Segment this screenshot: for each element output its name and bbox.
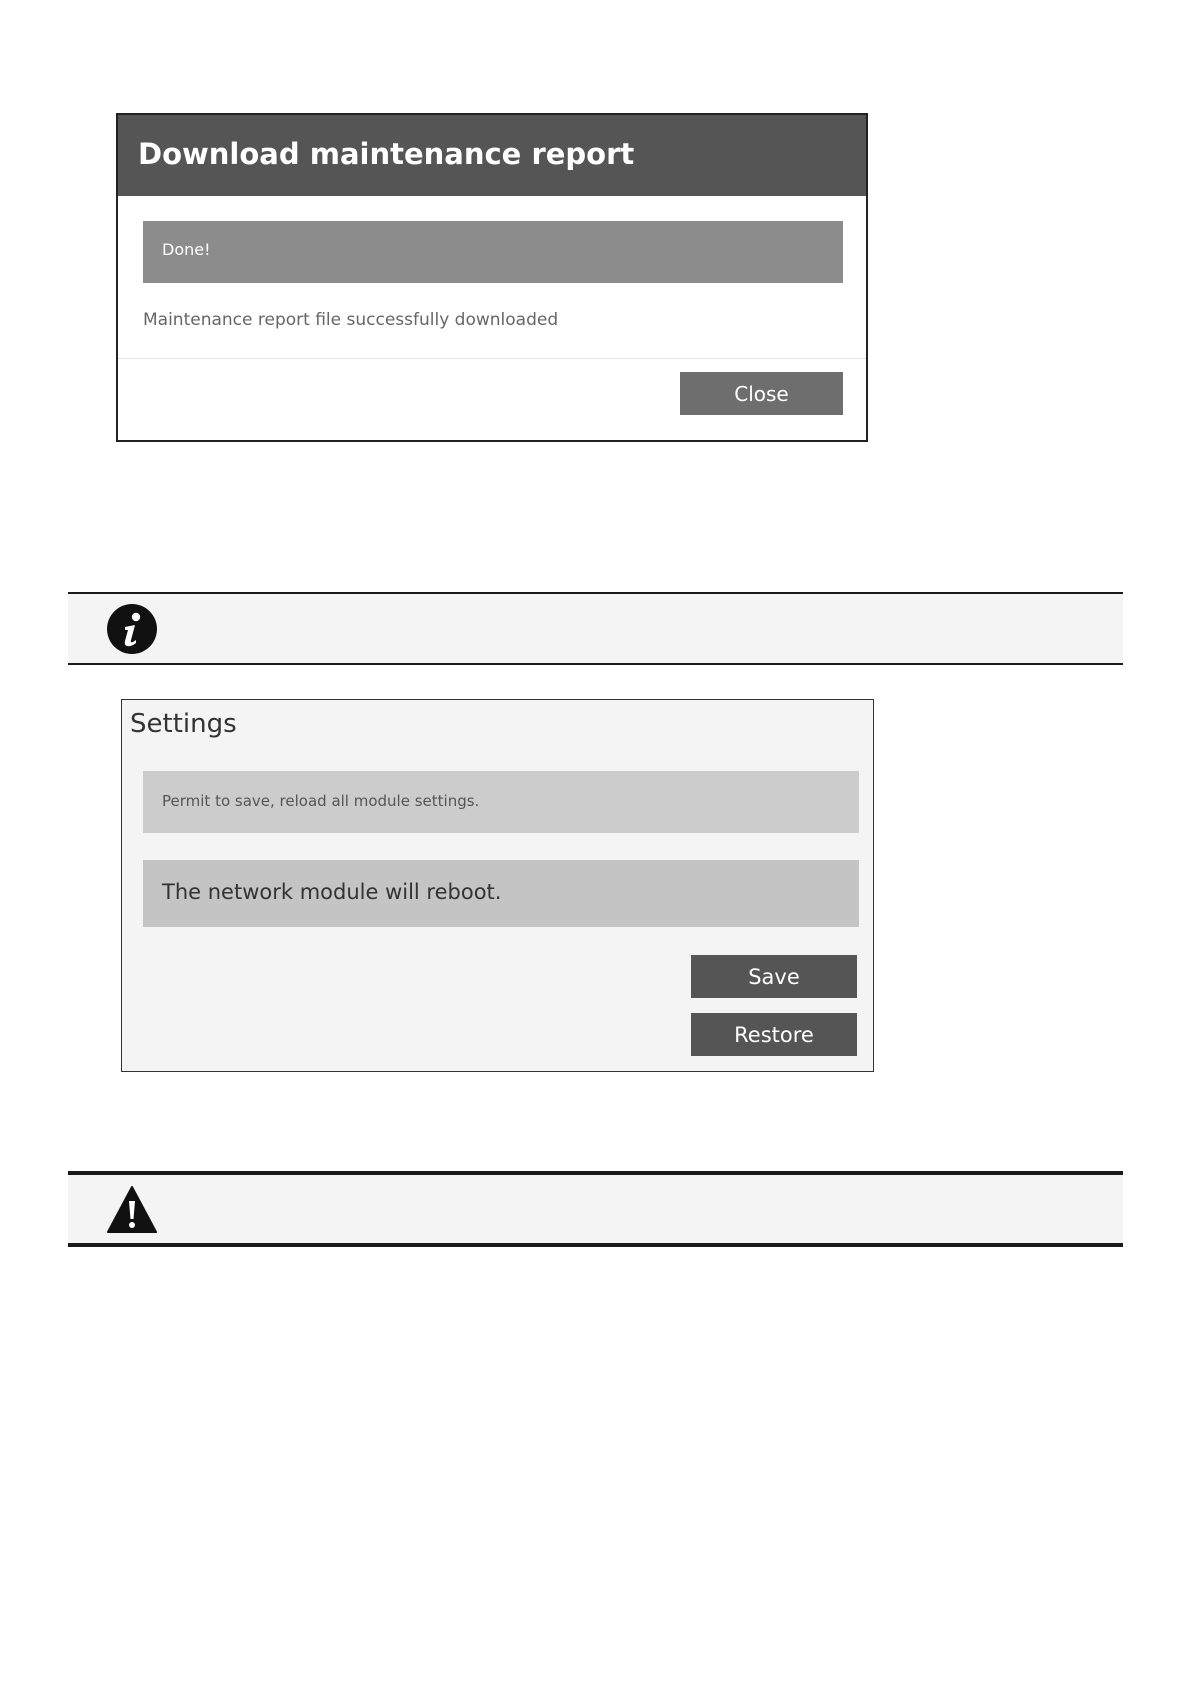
success-message: Maintenance report file successfully downloaded xyxy=(143,310,559,330)
reboot-notice-box xyxy=(143,860,859,927)
settings-panel xyxy=(121,699,874,1072)
settings-title: Settings xyxy=(130,709,237,739)
settings-description: Permit to save, reload all module settings. xyxy=(162,792,480,810)
dialog-title: Download maintenance report xyxy=(138,137,635,171)
settings-description-box xyxy=(143,771,859,833)
restore-button[interactable]: Restore xyxy=(691,1013,857,1056)
close-button[interactable]: Close xyxy=(680,372,843,415)
download-report-dialog xyxy=(116,113,868,442)
dialog-divider xyxy=(118,358,866,359)
reboot-notice: The network module will reboot. xyxy=(162,880,502,904)
info-icon xyxy=(106,603,158,655)
note-band xyxy=(68,592,1123,665)
warning-icon xyxy=(106,1184,158,1236)
dialog-header xyxy=(118,115,866,196)
status-banner xyxy=(143,221,843,283)
status-text: Done! xyxy=(162,240,211,259)
save-button[interactable]: Save xyxy=(691,955,857,998)
warning-band xyxy=(68,1171,1123,1247)
